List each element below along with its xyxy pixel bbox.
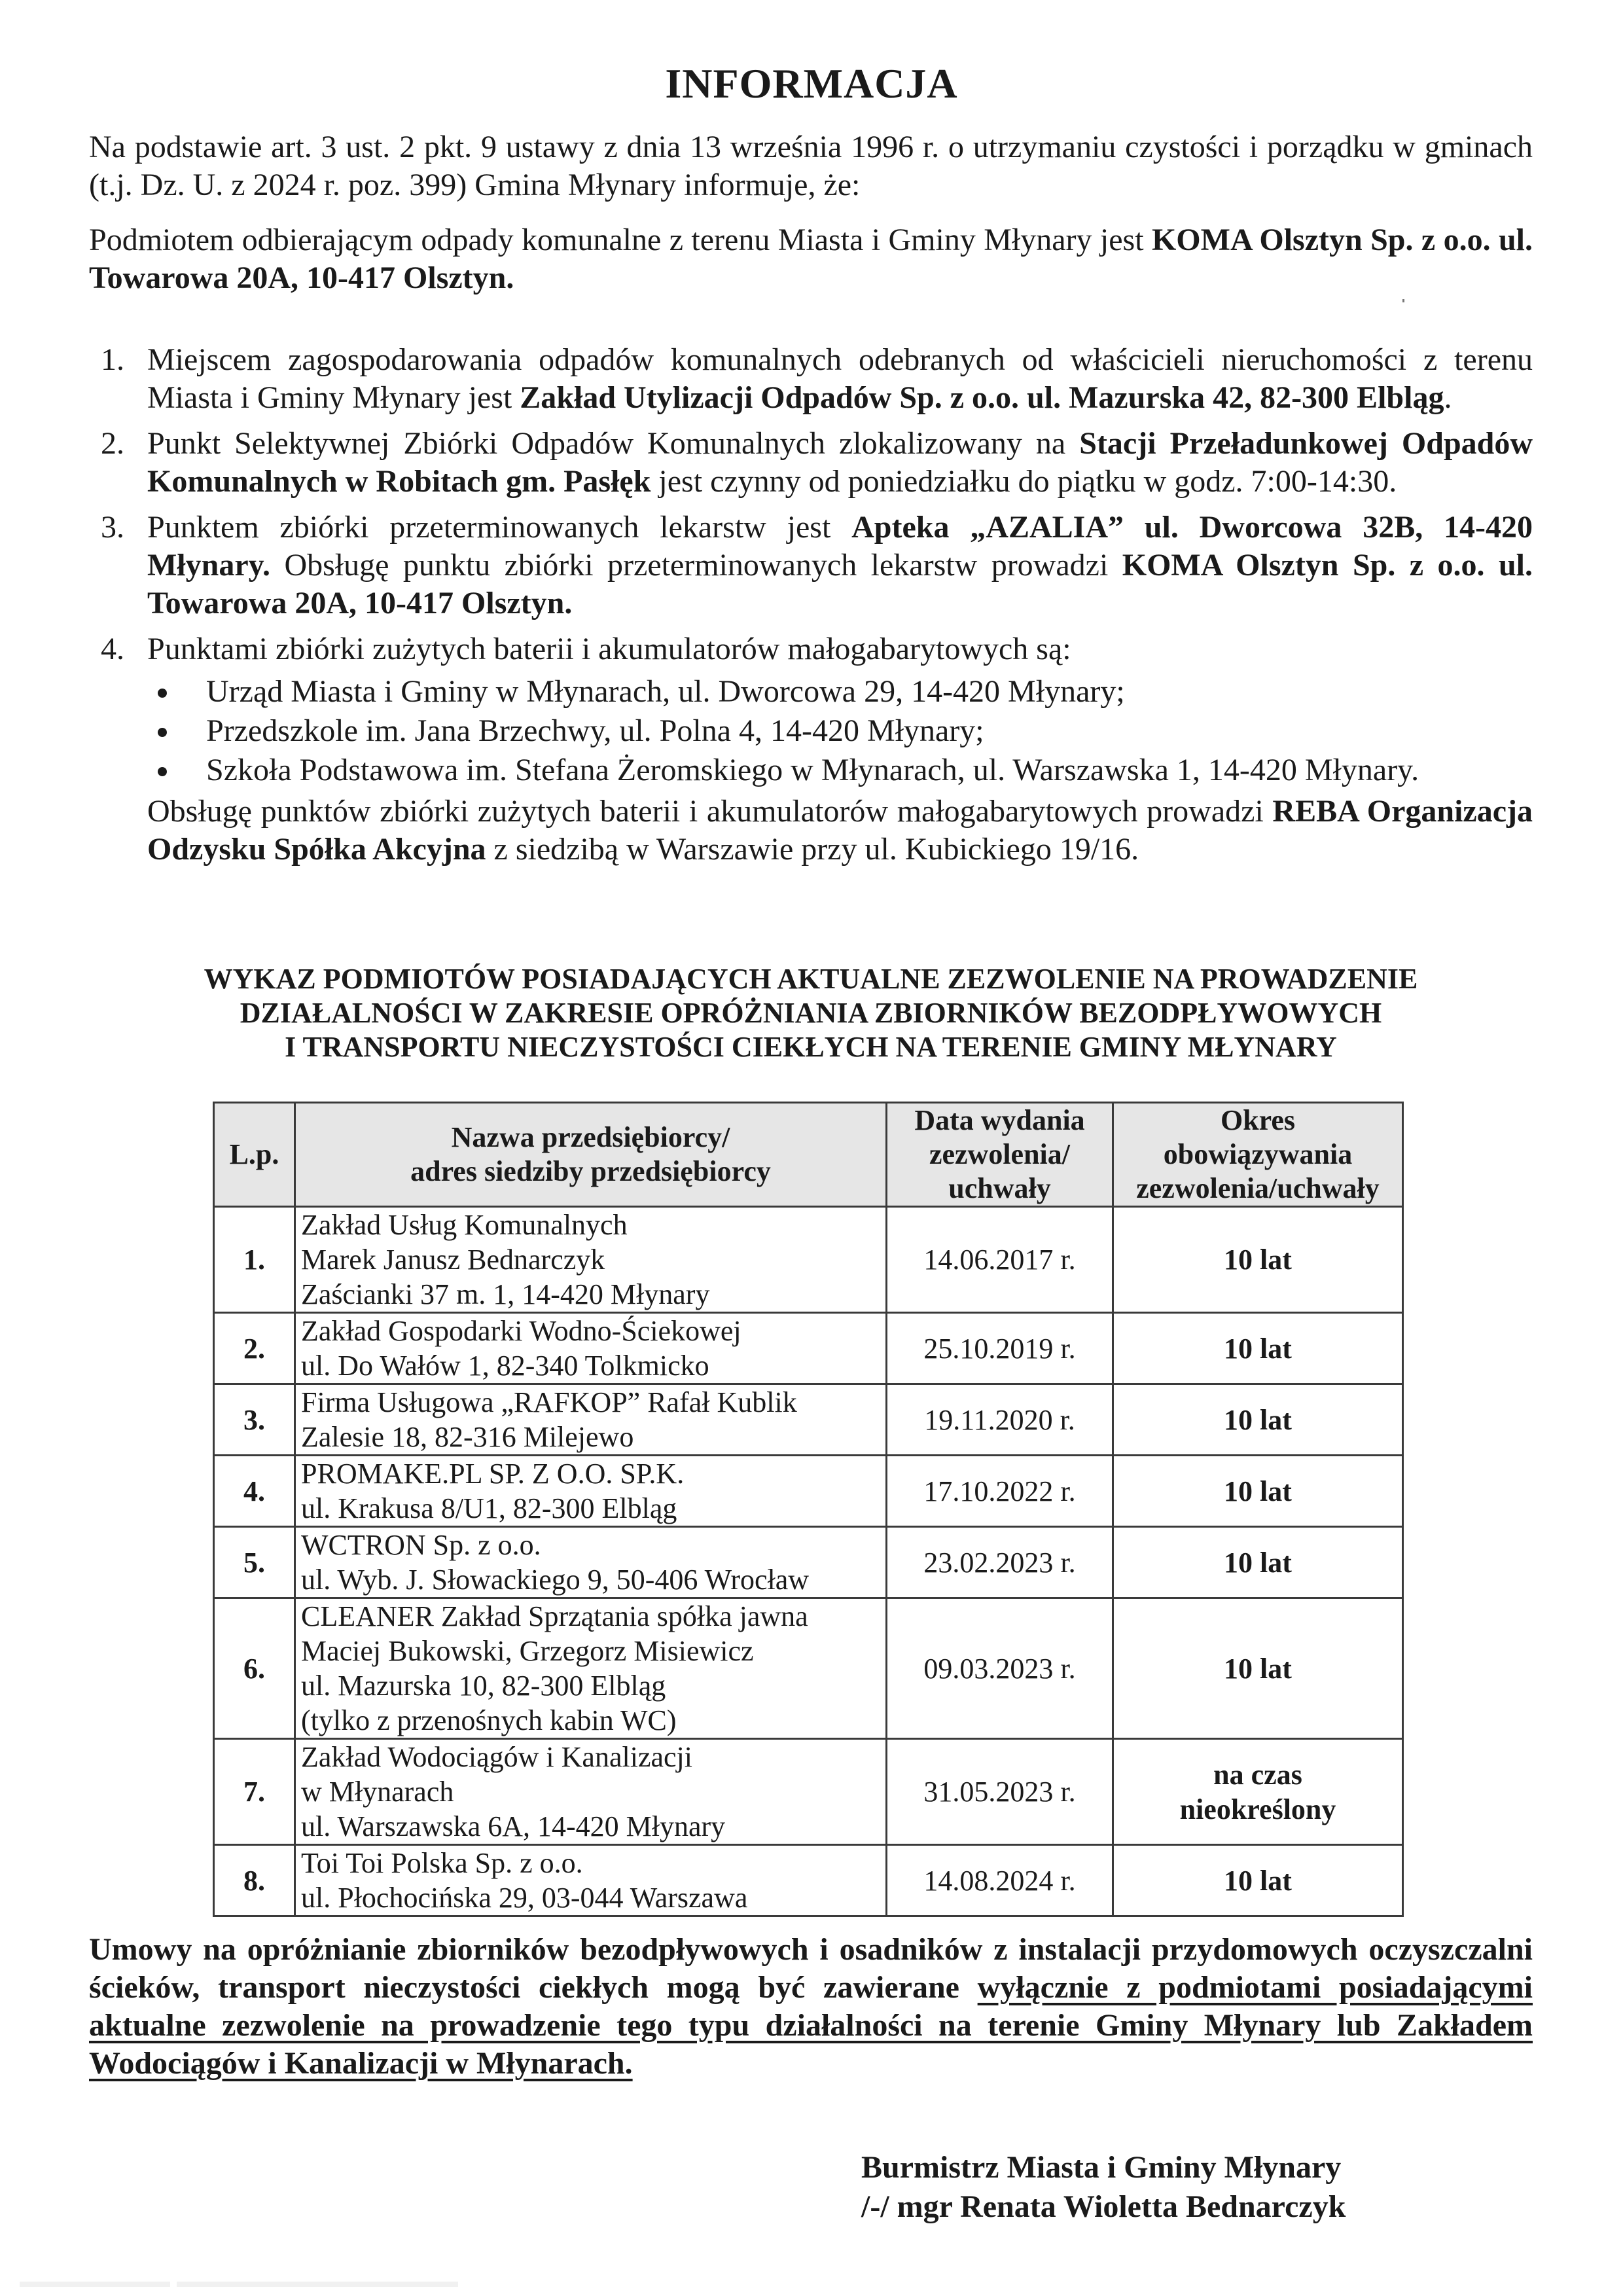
underlined-requirement: wyłącznie z podmiotami posiadającymi aktualne zezwolenie na prowadzenie tego typu działalności na terenie Gminy Młynary lub Zakładem Wodociągów i Kanalizacji w Młynarach.: [89, 1970, 1533, 2081]
header-name: Nazwa przedsiębiorcy/ adres siedziby przedsiębiorcy: [295, 1103, 887, 1207]
numbered-list: [89, 341, 1533, 869]
cell-lp: 5.: [214, 1527, 295, 1598]
list-item-1: 1. Miejscem zagospodarowania odpadów komunalnych odebranych od właścicieli nieruchomości z terenu Miasta i Gminy Młynary jest Zakład Utylizacji Odpadów Sp. z o.o. ul. Mazurska 42, 82-300 Elbląg.: [101, 342, 1533, 415]
cell-issue-date: 25.10.2019 r.: [887, 1313, 1113, 1384]
table-row: [214, 1598, 1403, 1739]
list-item-2: 2. Punkt Selektywnej Zbiórki Odpadów Komunalnych zlokalizowany na Stacji Przeładunkowej Odpadów Komunalnych w Robitach gm. Pasłęk jest czynny od poniedziałku do piątku w godz. 7:00-14:30.: [101, 426, 1533, 499]
cell-issue-date: 31.05.2023 r.: [887, 1739, 1113, 1845]
bullet-item: Szkoła Podstawowa im. Stefana Żeromskiego w Młynarach, ul. Warszawska 1, 14-420 Młynary.: [89, 751, 1533, 790]
cell-company: Zakład Usług Komunalnych Marek Janusz Bednarczyk Zaścianki 37 m. 1, 14-420 Młynary: [295, 1207, 887, 1313]
table-header-row: [214, 1103, 1403, 1207]
table-row: [214, 1456, 1403, 1527]
document-title: INFORMACJA: [665, 60, 958, 107]
list-number: 4.: [101, 632, 124, 666]
cell-lp: 2.: [214, 1313, 295, 1384]
cell-issue-date: 23.02.2023 r.: [887, 1527, 1113, 1598]
scan-artifact: [177, 2282, 458, 2287]
cell-validity-period: 10 lat: [1113, 1313, 1403, 1384]
battery-operator: REBA Organizacja Odzysku Spółka Akcyjna: [147, 794, 1533, 867]
pharmacy-operator: KOMA Olsztyn Sp. z o.o. ul. Towarowa 20A, 10-417 Olsztyn.: [147, 548, 1533, 620]
cell-validity-period: 10 lat: [1113, 1598, 1403, 1739]
collector-prefix: Podmiotem odbierającym odpady komunalne z terenu Miasta i Gminy Młynary jest: [89, 223, 1152, 257]
legal-basis-paragraph: Na podstawie art. 3 ust. 2 pkt. 9 ustawy z dnia 13 września 1996 r. o utrzymaniu czystości i porządku w gminach (t.j. Dz. U. z 2024 r. poz. 399) Gmina Młynary informuje, że:: [89, 130, 1533, 202]
cell-validity-period: 10 lat: [1113, 1527, 1403, 1598]
cell-issue-date: 14.06.2017 r.: [887, 1207, 1113, 1313]
cell-company: Toi Toi Polska Sp. z o.o. ul. Płochocińska 29, 03-044 Warszawa: [295, 1845, 887, 1916]
cell-validity-period: 10 lat: [1113, 1207, 1403, 1313]
cell-issue-date: 17.10.2022 r.: [887, 1456, 1113, 1527]
scan-artifact: [20, 2282, 170, 2287]
bullet-item: Urząd Miasta i Gminy w Młynarach, ul. Dworcowa 29, 14-420 Młynary;: [89, 672, 1533, 711]
table-row: [214, 1845, 1403, 1916]
scan-speck: [1402, 299, 1404, 302]
cell-issue-date: 09.03.2023 r.: [887, 1598, 1113, 1739]
cell-company: Zakład Wodociągów i Kanalizacji w Młynarach ul. Warszawska 6A, 14-420 Młynary: [295, 1739, 887, 1845]
cell-issue-date: 14.08.2024 r.: [887, 1845, 1113, 1916]
cell-lp: 1.: [214, 1207, 295, 1313]
signature-title: Burmistrz Miasta i Gminy Młynary: [861, 2150, 1342, 2185]
pharmacy: Apteka „AZALIA” ul. Dworcowa 32B, 14-420 Młynary.: [147, 510, 1533, 583]
collector-paragraph: [89, 221, 1533, 297]
cell-validity-period: na czas nieokreślony: [1113, 1739, 1403, 1845]
table-row: [214, 1527, 1403, 1598]
table-heading: WYKAZ PODMIOTÓW POSIADAJĄCYCH AKTUALNE ZEZWOLENIE NA PROWADZENIE DZIAŁALNOŚCI W ZAKRESIE OPRÓŻNIANIA ZBIORNIKÓW BEZODPŁYWOWYCH I TRANSPORTU NIECZYSTOŚCI CIEKŁYCH NA TERENIE GMINY MŁYNARY: [204, 963, 1418, 1063]
cell-company: Zakład Gospodarki Wodno-Ściekowej ul. Do Wałów 1, 82-340 Tolkmicko: [295, 1313, 887, 1384]
table-row: [214, 1313, 1403, 1384]
list-item-4: 4. Punktami zbiórki zużytych baterii i akumulatorów małogabarytowych są:: [89, 630, 1533, 668]
disposal-facility: Zakład Utylizacji Odpadów Sp. z o.o. ul. Mazurska 42, 82-300 Elbląg: [520, 380, 1444, 415]
cell-lp: 4.: [214, 1456, 295, 1527]
cell-issue-date: 19.11.2020 r.: [887, 1384, 1113, 1456]
cell-validity-period: 10 lat: [1113, 1845, 1403, 1916]
list-number: 3.: [101, 510, 124, 545]
cell-validity-period: 10 lat: [1113, 1384, 1403, 1456]
bullet-item: Przedszkole im. Jana Brzechwy, ul. Polna 4, 14-420 Młynary;: [89, 711, 1533, 751]
battery-operator-paragraph: Obsługę punktów zbiórki zużytych baterii i akumulatorów małogabarytowych prowadzi REBA Organizacja Odzysku Spółka Akcyjna z siedzibą w Warszawie przy ul. Kubickiego 19/16.: [147, 794, 1533, 867]
collection-point: Stacji Przeładunkowej Odpadów Komunalnych w Robitach gm. Pasłęk: [147, 426, 1533, 499]
cell-company: PROMAKE.PL SP. Z O.O. SP.K. ul. Krakusa 8/U1, 82-300 Elbląg: [295, 1456, 887, 1527]
bullet-icon: [158, 767, 167, 776]
collector-name: KOMA Olsztyn Sp. z o.o. ul. Towarowa 20A, 10-417 Olsztyn.: [89, 223, 1533, 295]
cell-lp: 3.: [214, 1384, 295, 1456]
table-row: [214, 1207, 1403, 1313]
signature-name: /-/ mgr Renata Wioletta Bednarczyk: [861, 2189, 1346, 2224]
table-row: [214, 1384, 1403, 1456]
cell-company: Firma Usługowa „RAFKOP” Rafał Kublik Zalesie 18, 82-316 Milejewo: [295, 1384, 887, 1456]
signature-block: [861, 2148, 1346, 2227]
closing-paragraph: Umowy na opróżnianie zbiorników bezodpływowych i osadników z instalacji przydomowych oczyszczalni ścieków, transport nieczystości ciekłych mogą być zawierane wyłącznie z podmiotami posiadającymi aktualne zezwolenie na prowadzenie tego typu działalności na terenie Gminy Młynary lub Zakładem Wodociągów i Kanalizacji w Młynarach.: [89, 1932, 1533, 2081]
cell-lp: 6.: [214, 1598, 295, 1739]
table-row: [214, 1739, 1403, 1845]
list-item-3: 3. Punktem zbiórki przeterminowanych lekarstw jest Apteka „AZALIA” ul. Dworcowa 32B, 14-420 Młynary. Obsługę punktu zbiórki przeterminowanych lekarstw prowadzi KOMA Olsztyn Sp. z o.o. ul. Towarowa 20A, 10-417 Olsztyn.: [101, 510, 1533, 620]
header-date: Data wydania zezwolenia/ uchwały: [887, 1103, 1113, 1207]
bullet-icon: [158, 728, 167, 737]
permits-table: [213, 1102, 1404, 1917]
bullet-icon: [158, 689, 167, 698]
list-number: 2.: [101, 426, 124, 461]
table-body: [214, 1207, 1403, 1916]
cell-company: WCTRON Sp. z o.o. ul. Wyb. J. Słowackiego 9, 50-406 Wrocław: [295, 1527, 887, 1598]
header-lp: L.p.: [214, 1103, 295, 1207]
cell-lp: 8.: [214, 1845, 295, 1916]
list-number: 1.: [101, 342, 124, 377]
battery-points-list: [89, 672, 1533, 790]
cell-validity-period: 10 lat: [1113, 1456, 1403, 1527]
cell-lp: 7.: [214, 1739, 295, 1845]
cell-company: CLEANER Zakład Sprzątania spółka jawna Maciej Bukowski, Grzegorz Misiewicz ul. Mazurska 10, 82-300 Elbląg (tylko z przenośnych kabin WC): [295, 1598, 887, 1739]
header-period: Okres obowiązywania zezwolenia/uchwały: [1113, 1103, 1403, 1207]
